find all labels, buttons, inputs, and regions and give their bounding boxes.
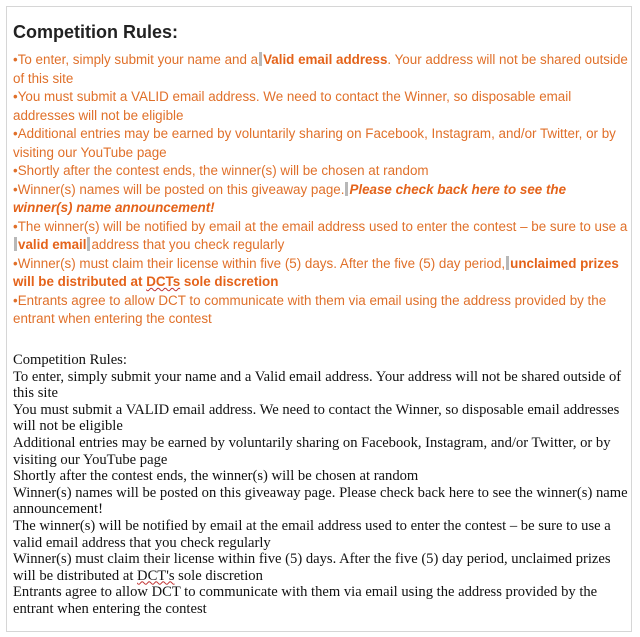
plain-rule-3: Additional entries may be earned by voluntarily sharing on Facebook, Instagram, and/or Twitter, or by visiting our YouTube page: [13, 434, 611, 468]
formatted-title: Competition Rules:: [13, 22, 178, 42]
formatted-rule-4: •Shortly after the contest ends, the winner(s) will be chosen at random: [13, 163, 429, 178]
formatted-rules-block: [13, 21, 629, 329]
plain-rule-4: Shortly after the contest ends, the winner(s) will be chosen at random: [13, 468, 419, 485]
plain-rule-1: To enter, simply submit your name and a Valid email address. Your address will not be shared outside of this site: [13, 368, 622, 402]
plain-rule-2: You must submit a VALID email address. We need to contact the Winner, so disposable email addresses will not be eligible: [13, 401, 620, 435]
rule-text: •To enter, simply submit your name and a: [13, 52, 259, 67]
spellcheck-word: DCT's: [137, 567, 175, 584]
formatted-rule-2: •You must submit a VALID email address. We need to contact the Winner, so disposable email addresses will not be eligible: [13, 89, 572, 123]
formatted-rule-1: [13, 51, 629, 88]
plain-title: Competition Rules:: [13, 352, 127, 368]
formatted-rule-5: [13, 181, 629, 218]
plain-rule-7: [13, 551, 632, 584]
plain-rule-5: Winner(s) names will be posted on this giveaway page. Please check back here to see the winner(s) name announcement!: [13, 484, 628, 518]
formatted-rule-7: [13, 255, 629, 292]
formatted-rule-6: [13, 218, 629, 255]
rule-highlight: valid email: [18, 237, 87, 252]
rule-text: •Winner(s) names will be posted on this giveaway page.: [13, 181, 345, 197]
rule-text: •Winner(s) must claim their license within five (5) days. After the five (5) day period,: [13, 255, 506, 271]
selection-marker: [259, 52, 262, 66]
selection-marker: [345, 182, 348, 196]
formatted-rule-8: •Entrants agree to allow DCT to communicate with them via email using the address provided by the entrant when entering the contest: [13, 292, 607, 326]
rule-highlight: unclaimed prizes will be distributed at: [13, 255, 619, 289]
rule-text: address that you check regularly: [91, 237, 285, 252]
rule-text: Winner(s) must claim their license within five (5) days. After the five (5) day period, unclaimed prizes will be distributed at: [13, 551, 611, 584]
selection-marker: [14, 237, 17, 251]
rule-text: sole discretion: [174, 567, 263, 584]
plain-rule-6: The winner(s) will be notified by email at the email address used to enter the contest – be sure to use a valid email address that you check regularly: [13, 517, 611, 551]
selection-marker: [506, 256, 509, 270]
rule-highlight: sole discretion: [180, 274, 279, 289]
spellcheck-word: DCTs: [146, 274, 181, 289]
formatted-rule-3: •Additional entries may be earned by voluntarily sharing on Facebook, Instagram, and/or Twitter, or by visiting our YouTube page: [13, 126, 616, 160]
plain-rule-8: Entrants agree to allow DCT to communicate with them via email using the address provided by the entrant when entering the contest: [13, 584, 598, 617]
rule-highlight: Valid email address: [263, 52, 388, 67]
plain-rules-block: [13, 352, 632, 618]
rule-text: . Your address will not be shared outside of this site: [13, 52, 628, 86]
document-page: [6, 6, 632, 632]
rule-text: •The winner(s) will be notified by email at the email address used to enter the contest – be sure to use a: [13, 218, 628, 234]
rule-highlight: Please check back here to see the winner(s) name announcement!: [13, 181, 567, 215]
